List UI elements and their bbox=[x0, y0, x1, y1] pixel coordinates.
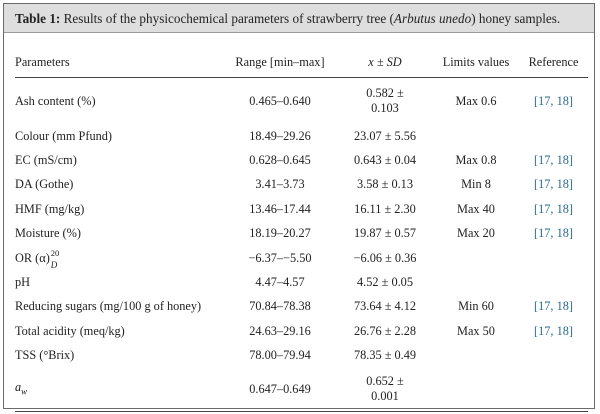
cell-parameter bbox=[15, 246, 223, 270]
cell-parameter bbox=[15, 368, 223, 412]
cell-mean-line1: 0.652 ± bbox=[366, 374, 404, 389]
optical-rotation-indices bbox=[50, 247, 62, 270]
cell-parameter: Total acidity (meq/kg) bbox=[15, 323, 125, 338]
table-row bbox=[15, 124, 588, 148]
cell-mean-line2: 0.103 bbox=[371, 101, 399, 115]
caption-label: Table 1: bbox=[15, 11, 61, 26]
table-header-row bbox=[15, 48, 588, 78]
cell-mean: 0.643 ± 0.04 bbox=[353, 153, 417, 168]
cell-limit: Max 40 bbox=[457, 201, 495, 216]
cell-parameter: EC (mS/cm) bbox=[15, 153, 77, 168]
cell-mean: 78.35 ± 0.49 bbox=[353, 348, 417, 363]
physicochemical-table bbox=[15, 48, 588, 412]
table-row bbox=[15, 270, 588, 294]
cell-reference-link[interactable]: [17, 18] bbox=[534, 153, 573, 168]
caption-species: Arbutus unedo bbox=[393, 11, 472, 26]
cell-mean: 23.07 ± 5.56 bbox=[353, 128, 417, 143]
cell-parameter: Reducing sugars (mg/100 g of honey) bbox=[15, 299, 202, 314]
table-row bbox=[15, 368, 588, 412]
cell-mean: 4.52 ± 0.05 bbox=[357, 275, 413, 290]
header-range: Range [min–max] bbox=[223, 48, 337, 78]
cell-reference bbox=[519, 124, 588, 148]
cell-limit bbox=[433, 270, 519, 294]
cell-mean: 16.11 ± 2.30 bbox=[354, 201, 416, 216]
cell-limit: Min 8 bbox=[461, 177, 491, 192]
cell-range: 70.84–78.38 bbox=[249, 299, 311, 314]
water-activity-sub: w bbox=[21, 386, 28, 397]
caption-text-after: ) honey samples. bbox=[471, 11, 561, 26]
cell-range: 78.00–79.94 bbox=[249, 348, 311, 363]
cell-reference bbox=[519, 368, 588, 412]
optical-rotation-label: OR (α) bbox=[15, 250, 50, 265]
cell-reference bbox=[519, 246, 588, 270]
table-row bbox=[15, 148, 588, 172]
cell-parameter: Moisture (%) bbox=[15, 226, 81, 241]
cell-parameter: Colour (mm Pfund) bbox=[15, 128, 113, 143]
cell-mean: 26.76 ± 2.28 bbox=[353, 323, 417, 338]
cell-limit: Max 20 bbox=[457, 226, 495, 241]
cell-reference-link[interactable]: [17, 18] bbox=[534, 299, 573, 314]
table-frame bbox=[3, 3, 595, 409]
cell-range: 24.63–29.16 bbox=[249, 323, 311, 338]
cell-limit bbox=[433, 246, 519, 270]
optical-rotation-sup: 20 bbox=[50, 247, 60, 258]
cell-mean bbox=[337, 78, 433, 125]
cell-mean: 19.87 ± 0.57 bbox=[353, 226, 417, 241]
cell-parameter: TSS (°Brix) bbox=[15, 348, 75, 363]
table-row bbox=[15, 173, 588, 197]
cell-limit: Max 50 bbox=[457, 323, 495, 338]
cell-range: 4.47–4.57 bbox=[255, 275, 305, 290]
table-row bbox=[15, 197, 588, 221]
cell-range: −6.37–−5.50 bbox=[248, 250, 312, 265]
cell-range: 18.19–20.27 bbox=[249, 226, 311, 241]
cell-limit bbox=[433, 124, 519, 148]
cell-mean bbox=[337, 368, 433, 412]
table-row bbox=[15, 246, 588, 270]
cell-reference-link[interactable]: [17, 18] bbox=[534, 201, 573, 216]
cell-reference-link[interactable]: [17, 18] bbox=[534, 323, 573, 338]
cell-limit bbox=[433, 344, 519, 368]
cell-range: 3.41–3.73 bbox=[255, 177, 305, 192]
cell-parameter: pH bbox=[15, 275, 31, 290]
cell-mean: 3.58 ± 0.13 bbox=[357, 177, 413, 192]
table-row bbox=[15, 344, 588, 368]
cell-reference-link[interactable]: [17, 18] bbox=[534, 93, 573, 108]
cell-reference-link[interactable]: [17, 18] bbox=[534, 177, 573, 192]
cell-parameter: Ash content (%) bbox=[15, 93, 96, 108]
cell-reference-link[interactable]: [17, 18] bbox=[534, 226, 573, 241]
cell-range: 18.49–29.26 bbox=[249, 128, 311, 143]
table-row bbox=[15, 78, 588, 125]
cell-reference bbox=[519, 344, 588, 368]
cell-parameter: DA (Gothe) bbox=[15, 177, 74, 192]
cell-mean: −6.06 ± 0.36 bbox=[353, 250, 417, 265]
cell-mean-line1: 0.582 ± bbox=[366, 86, 404, 100]
table-row bbox=[15, 295, 588, 319]
cell-reference bbox=[519, 270, 588, 294]
header-mean-sd-text: x ± SD bbox=[368, 55, 402, 69]
cell-range: 0.628–0.645 bbox=[249, 153, 311, 168]
table-caption bbox=[4, 4, 594, 33]
cell-range: 0.647–0.649 bbox=[223, 368, 337, 412]
water-activity-var: a bbox=[15, 379, 22, 394]
header-reference: Reference bbox=[519, 48, 588, 78]
cell-limit: Max 0.6 bbox=[455, 93, 497, 108]
table-row bbox=[15, 222, 588, 246]
table-row bbox=[15, 319, 588, 343]
cell-limit: Max 0.8 bbox=[455, 153, 497, 168]
caption-text-before: Results of the physicochemical parameters of strawberry tree ( bbox=[60, 11, 394, 26]
cell-mean-line2: 0.001 bbox=[371, 389, 399, 404]
optical-rotation-sub: D bbox=[50, 259, 58, 270]
header-limits: Limits values bbox=[433, 48, 519, 78]
cell-mean: 73.64 ± 4.12 bbox=[353, 299, 417, 314]
cell-limit: Min 60 bbox=[458, 299, 494, 314]
cell-range: 0.465–0.640 bbox=[249, 93, 311, 108]
cell-limit bbox=[433, 368, 519, 412]
cell-parameter: HMF (mg/kg) bbox=[15, 201, 85, 216]
header-mean-sd bbox=[337, 48, 433, 78]
header-parameters: Parameters bbox=[15, 48, 223, 78]
cell-range: 13.46–17.44 bbox=[249, 201, 311, 216]
